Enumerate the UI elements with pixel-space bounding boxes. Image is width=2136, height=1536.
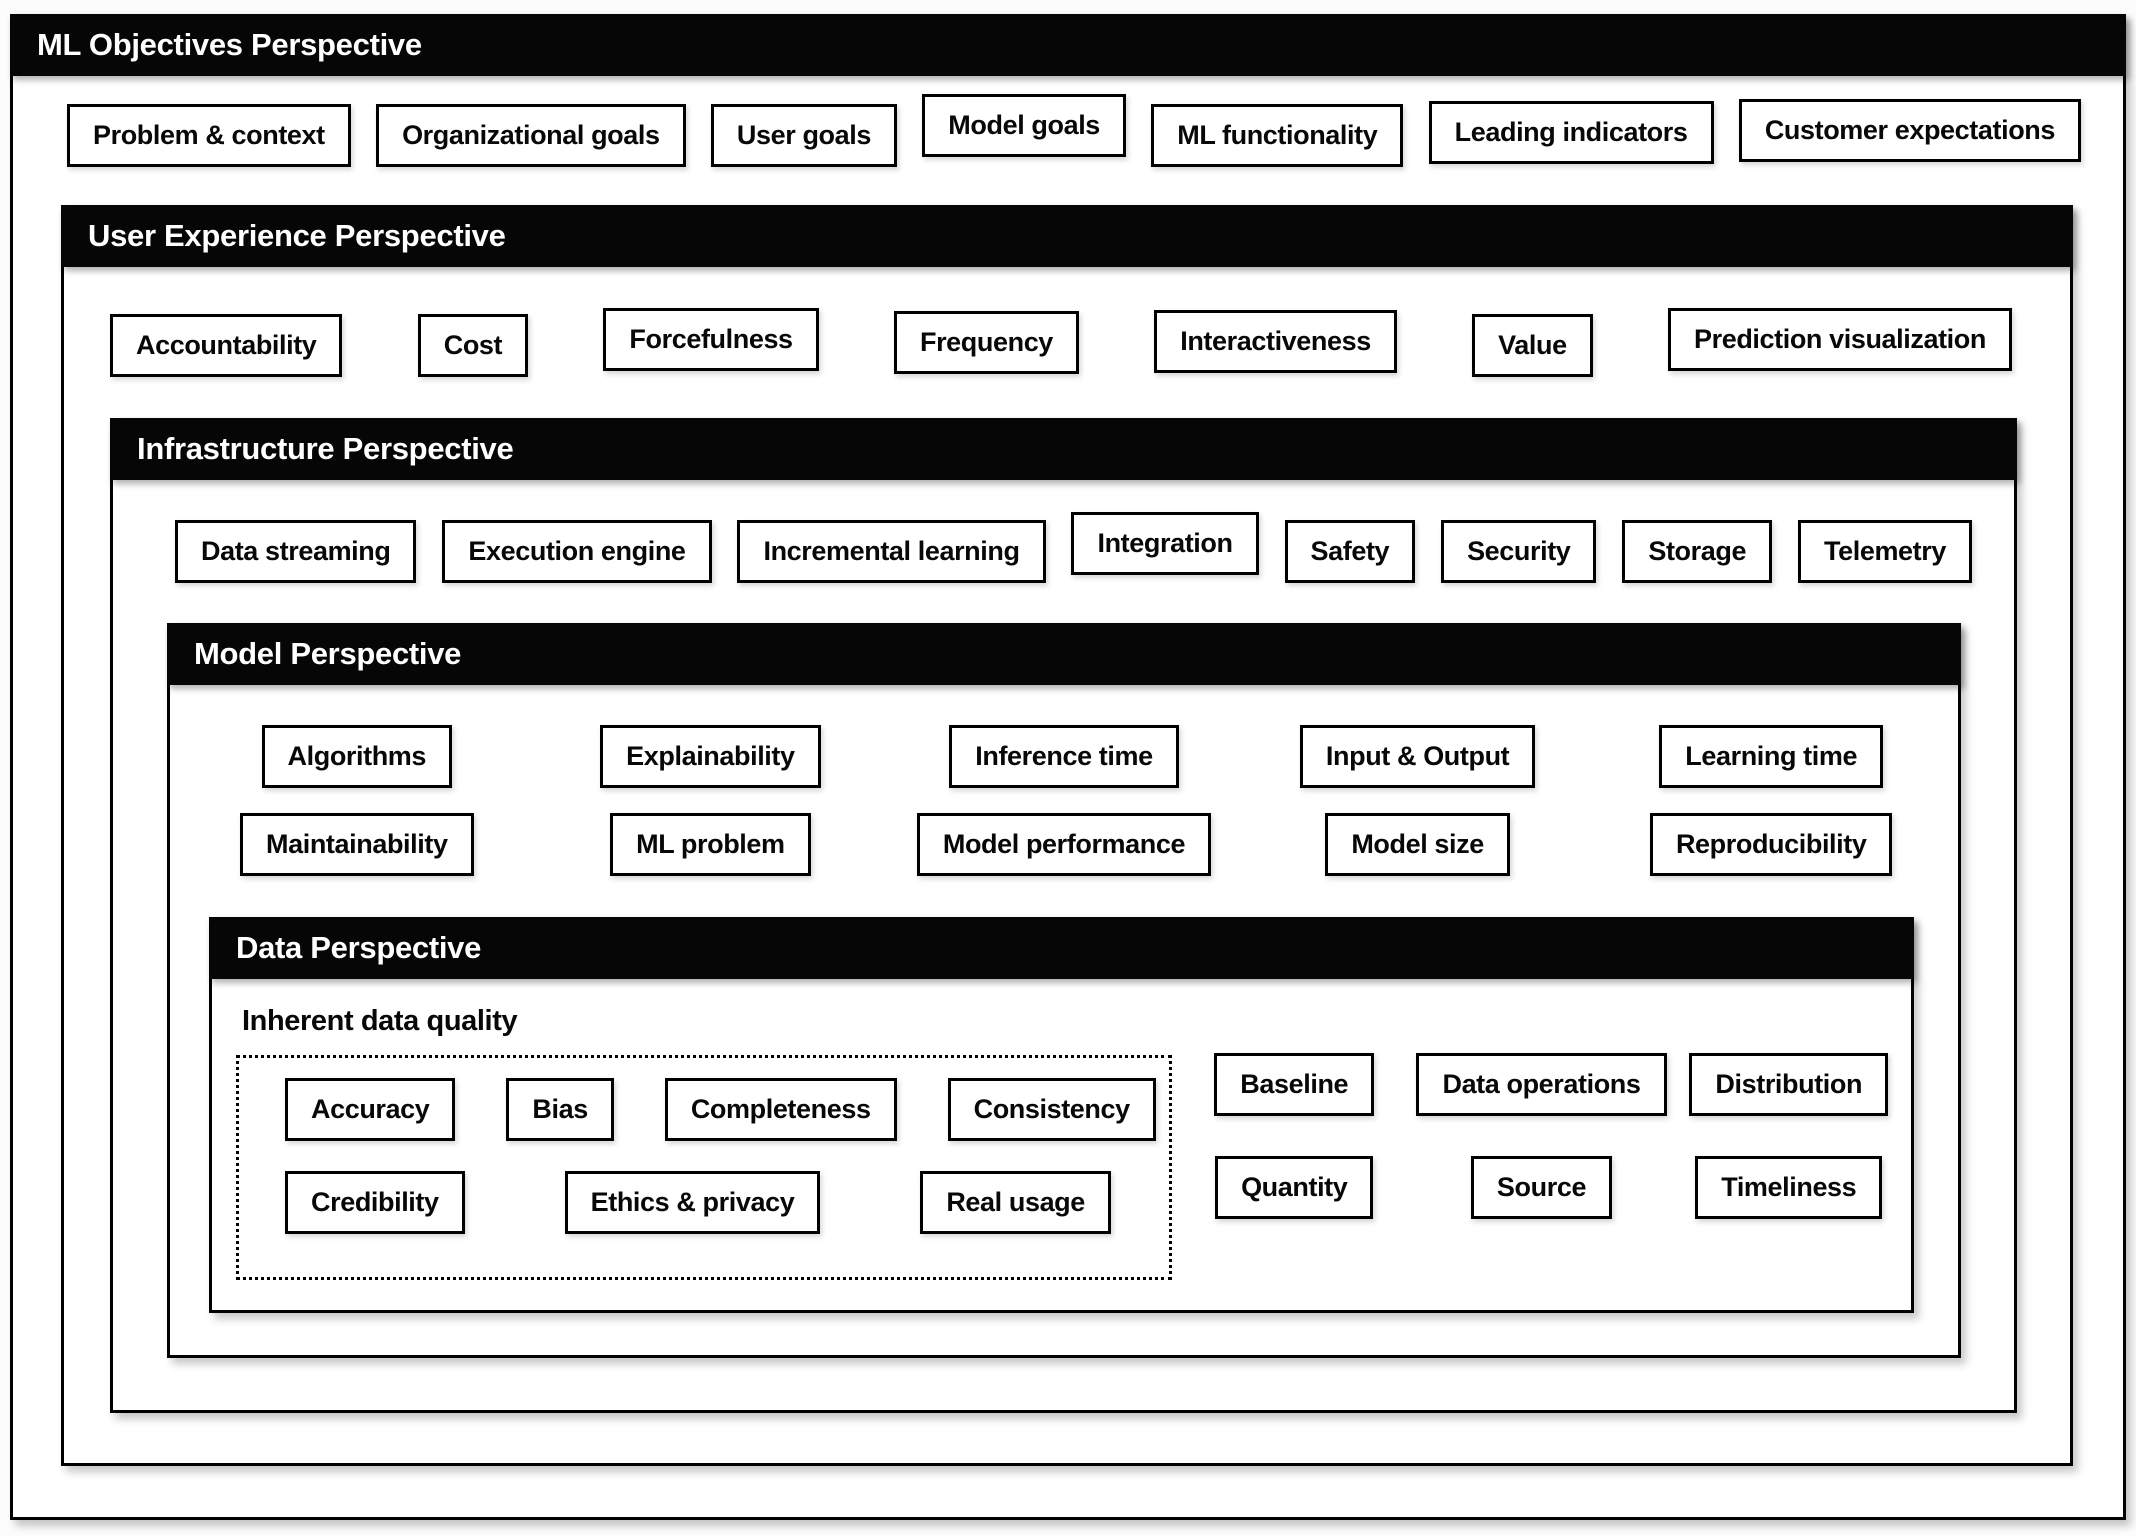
data-other-items-grid bbox=[1172, 1053, 1911, 1219]
box-source: Source bbox=[1471, 1156, 1612, 1219]
infrastructure-title: Infrastructure Perspective bbox=[137, 431, 514, 466]
box-execution-engine: Execution engine bbox=[442, 520, 711, 583]
box-organizational-goals: Organizational goals bbox=[376, 104, 686, 167]
model-title: Model Perspective bbox=[194, 636, 462, 671]
box-telemetry: Telemetry bbox=[1798, 520, 1972, 583]
box-model-size: Model size bbox=[1325, 813, 1510, 876]
box-completeness: Completeness bbox=[665, 1078, 897, 1141]
box-ethics-privacy: Ethics & privacy bbox=[565, 1171, 821, 1234]
box-forcefulness: Forcefulness bbox=[603, 308, 818, 371]
box-data-operations: Data operations bbox=[1416, 1053, 1666, 1116]
box-algorithms: Algorithms bbox=[262, 725, 453, 788]
box-ml-problem: ML problem bbox=[610, 813, 811, 876]
box-explainability: Explainability bbox=[600, 725, 820, 788]
box-storage: Storage bbox=[1622, 520, 1772, 583]
box-user-goals: User goals bbox=[711, 104, 897, 167]
model-items-row-1 bbox=[180, 725, 1948, 788]
box-learning-time: Learning time bbox=[1659, 725, 1883, 788]
inherent-data-quality-group bbox=[236, 1055, 1172, 1280]
box-accuracy: Accuracy bbox=[285, 1078, 455, 1141]
box-data-streaming: Data streaming bbox=[175, 520, 416, 583]
box-maintainability: Maintainability bbox=[240, 813, 474, 876]
box-inference-time: Inference time bbox=[949, 725, 1178, 788]
ml-objectives-title: ML Objectives Perspective bbox=[37, 27, 422, 62]
box-problem-and-context: Problem & context bbox=[67, 104, 351, 167]
panel-data bbox=[209, 917, 1914, 1313]
box-model-goals: Model goals bbox=[922, 94, 1126, 157]
box-safety: Safety bbox=[1285, 520, 1416, 583]
box-reproducibility: Reproducibility bbox=[1650, 813, 1893, 876]
box-leading-indicators: Leading indicators bbox=[1429, 101, 1714, 164]
box-prediction-visualization: Prediction visualization bbox=[1668, 308, 2012, 371]
box-incremental-learning: Incremental learning bbox=[737, 520, 1045, 583]
box-frequency: Frequency bbox=[894, 311, 1079, 374]
box-bias: Bias bbox=[506, 1078, 613, 1141]
box-baseline: Baseline bbox=[1214, 1053, 1374, 1116]
box-value: Value bbox=[1472, 314, 1593, 377]
box-integration: Integration bbox=[1071, 512, 1258, 575]
inherent-data-quality-label: Inherent data quality bbox=[242, 1005, 518, 1037]
model-items-row-2 bbox=[180, 813, 1948, 876]
infrastructure-header-bar bbox=[110, 418, 2017, 480]
inherent-row-2 bbox=[285, 1171, 1111, 1234]
box-timeliness: Timeliness bbox=[1695, 1156, 1882, 1219]
box-credibility: Credibility bbox=[285, 1171, 465, 1234]
ml-objectives-header-bar bbox=[10, 14, 2126, 76]
data-header-bar bbox=[209, 917, 1914, 979]
data-title: Data Perspective bbox=[236, 930, 482, 965]
box-cost: Cost bbox=[418, 314, 528, 377]
box-accountability: Accountability bbox=[110, 314, 342, 377]
model-header-bar bbox=[167, 623, 1961, 685]
box-consistency: Consistency bbox=[948, 1078, 1156, 1141]
inherent-row-1 bbox=[285, 1078, 1156, 1141]
box-ml-functionality: ML functionality bbox=[1151, 104, 1403, 167]
user-experience-title: User Experience Perspective bbox=[88, 218, 506, 253]
box-real-usage: Real usage bbox=[920, 1171, 1111, 1234]
ml-objectives-items-row bbox=[67, 104, 2081, 167]
infrastructure-items-row bbox=[175, 520, 1972, 583]
box-model-performance: Model performance bbox=[917, 813, 1211, 876]
user-experience-header-bar bbox=[61, 205, 2073, 267]
box-customer-expectations: Customer expectations bbox=[1739, 99, 2081, 162]
user-experience-items-row bbox=[110, 314, 2012, 377]
box-distribution: Distribution bbox=[1689, 1053, 1888, 1116]
box-interactiveness: Interactiveness bbox=[1154, 310, 1397, 373]
box-quantity: Quantity bbox=[1215, 1156, 1373, 1219]
box-security: Security bbox=[1441, 520, 1596, 583]
box-input-output: Input & Output bbox=[1300, 725, 1535, 788]
